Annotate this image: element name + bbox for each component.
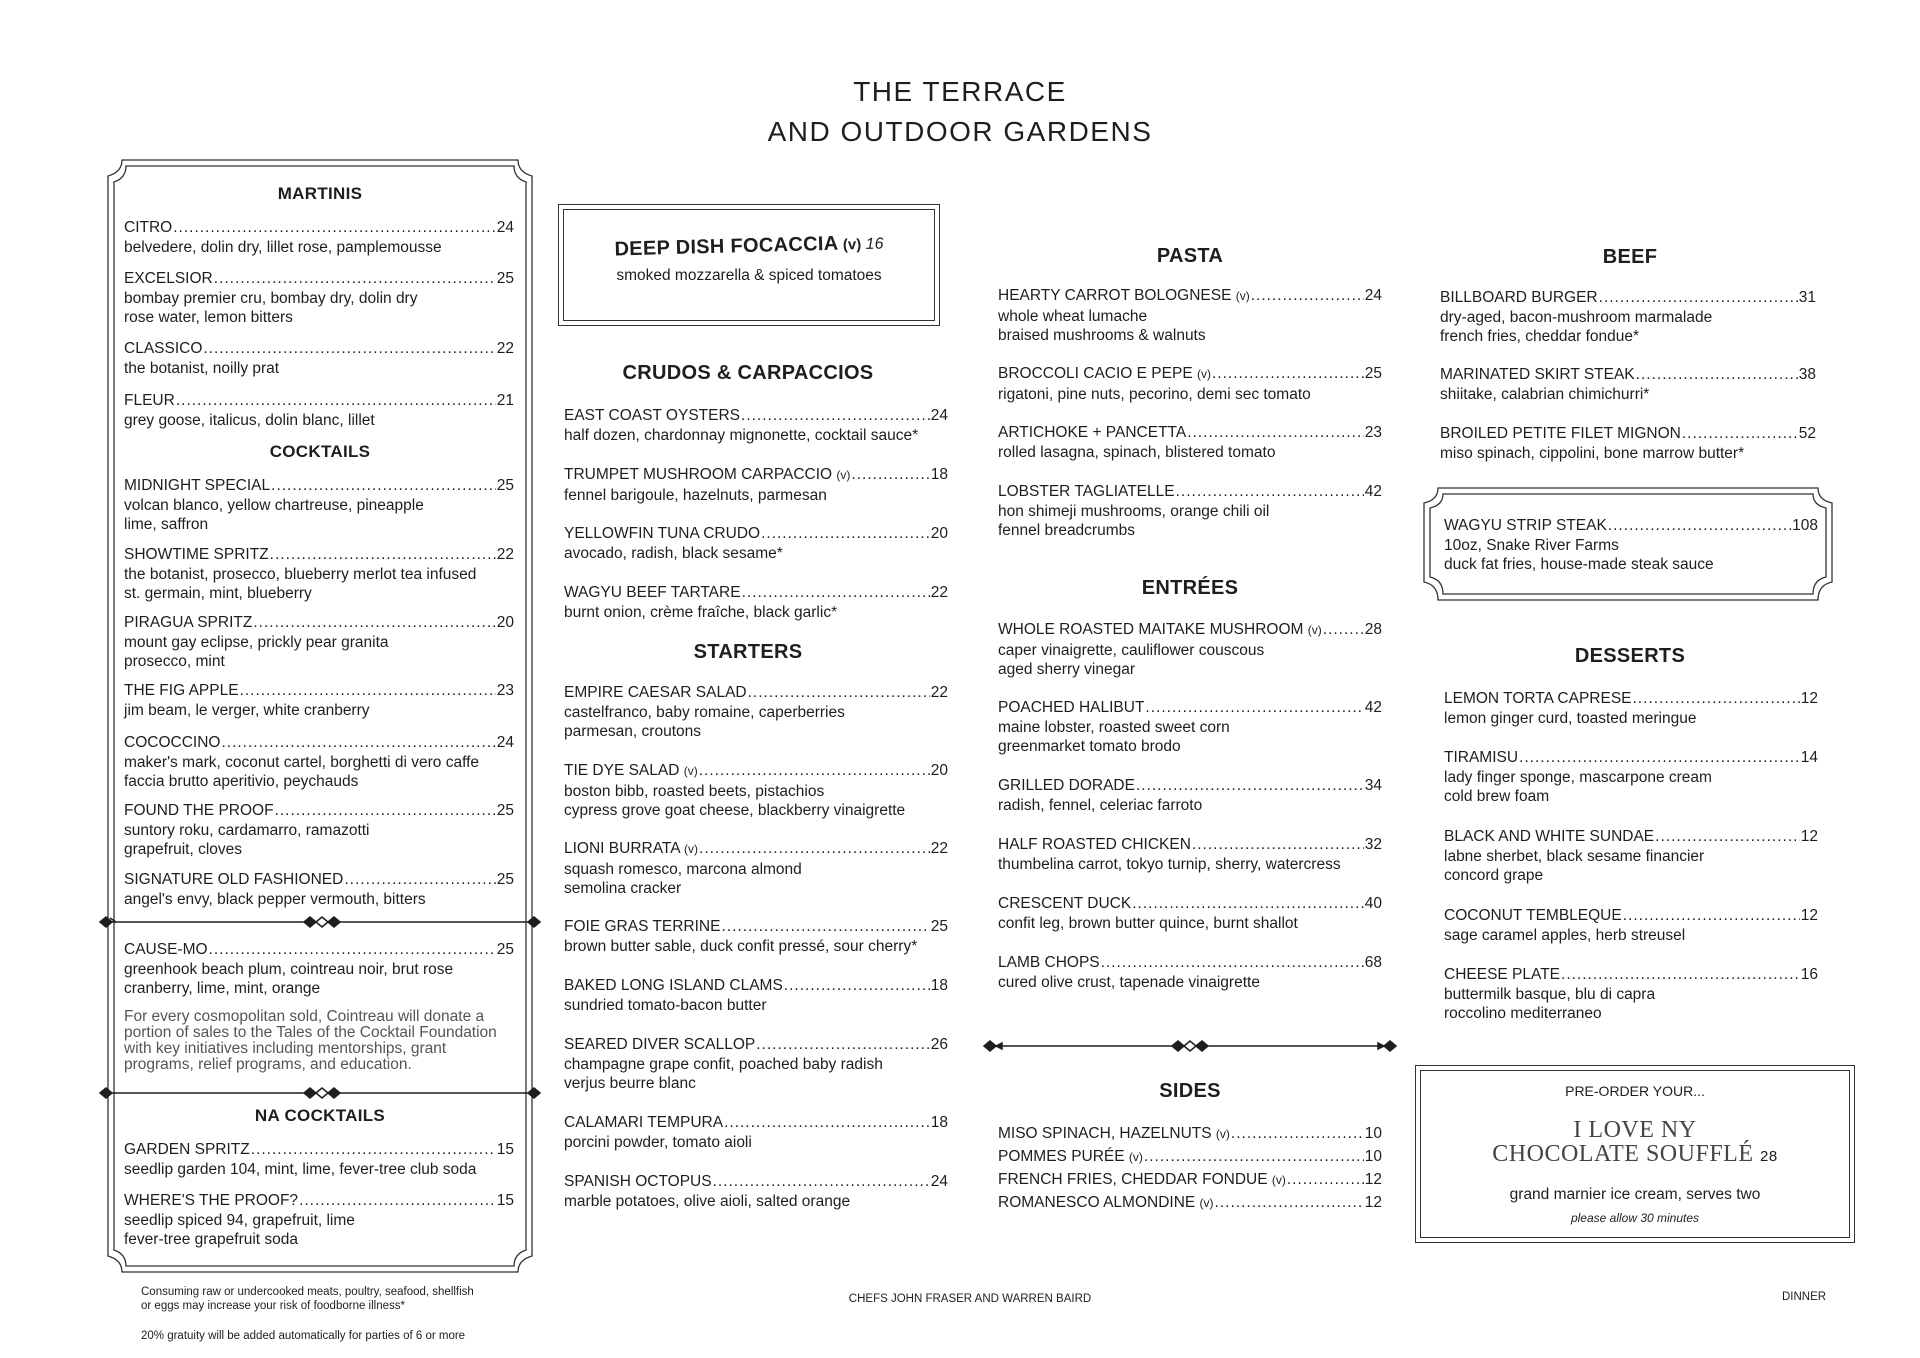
menu-title-line2: AND OUTDOOR GARDENS [767,116,1153,147]
menu-item: FOIE GRAS TERRINE ..... 25 brown butter sable, duck confit pressé, sour cherry* [564,917,948,956]
menu-item: BAKED LONG ISLAND CLAMS ..... 18 sundried tomato-bacon butter [564,976,948,1015]
menu-item: SHOWTIME SPRITZ ..... 22 the botanist, prosecco, blueberry merlot tea infused st. germain, mint, blueberry [124,545,514,604]
menu-item: ARTICHOKE + PANCETTA ..... 23 rolled lasagna, spinach, blistered tomato [998,423,1382,462]
menu-item: MARINATED SKIRT STEAK ..... 38 shiitake, calabrian chimichurri* [1440,365,1816,404]
souffle-note: please allow 30 minutes [1570,1211,1700,1225]
menu-item: FOUND THE PROOF ..... 25 suntory roku, cardamarro, ramazotti grapefruit, cloves [124,801,514,860]
souffle-box [1415,1065,1855,1243]
menu-title-line1: THE TERRACE [853,76,1067,107]
charity-note: For every cosmopolitan sold, Cointreau will donate a portion of sales to the Tales of the Cocktail Foundation with key initiatives including mentorships, grant programs, relief programs, and education. [124,1008,497,1073]
menu-item: COCONUT TEMBLEQUE ..... 12 sage caramel apples, herb streusel [1444,906,1818,945]
gratuity-note: 20% gratuity will be added automatically for parties of 6 or more [141,1330,466,1342]
menu-item: BILLBOARD BURGER ..... 31 dry-aged, bacon-mushroom marmalade french fries, cheddar fondue* [1440,288,1816,347]
section-title-na-cocktails: NA COCKTAILS [254,1106,386,1125]
health-warning: Consuming raw or undercooked meats, poultry, seafood, shellfish or eggs may increase your risk of foodborne illness* [141,1286,474,1312]
menu-item: SIGNATURE OLD FASHIONED ..... 25 angel's envy, black pepper vermouth, bitters [124,870,514,909]
menu-item: LEMON TORTA CAPRESE ..... 12 lemon ginger curd, toasted meringue [1444,689,1818,728]
meal-label: DINNER [1782,1291,1827,1303]
menu-item: POMMES PURÉE (v) ..... 10 [998,1147,1382,1168]
menu-item: CRESCENT DUCK ..... 40 confit leg, brown butter quince, burnt shallot [998,894,1382,933]
menu-item: FRENCH FRIES, CHEDDAR FONDUE (v) ..... 12 [998,1170,1382,1191]
focaccia-box [558,204,940,326]
menu-item-wagyu: WAGYU STRIP STEAK ..... 108 10oz, Snake River Farms duck fat fries, house-made steak sauce [1444,516,1818,575]
menu-item: CALAMARI TEMPURA ..... 18 porcini powder, tomato aioli [564,1113,948,1152]
section-title-beef: BEEF [1602,246,1658,268]
menu-item: WHERE'S THE PROOF? ..... 15 seedlip spiced 94, grapefruit, lime fever-tree grapefruit soda [124,1191,514,1250]
menu-item: ROMANESCO ALMONDINE (v) ..... 12 [998,1193,1382,1214]
menu-item: EXCELSIOR ..... 25 bombay premier cru, bombay dry, dolin dry rose water, lemon bitters [124,269,514,328]
souffle-title: I LOVE NY CHOCOLATE SOUFFLÉ 28 [1492,1117,1778,1167]
menu-item: COCOCCINO ..... 24 maker's mark, coconut cartel, borghetti di vero caffe faccia brutto aperitivio, peychauds [124,733,514,792]
menu-item: GRILLED DORADE ..... 34 radish, fennel, celeriac farroto [998,776,1382,815]
chefs-credit: CHEFS JOHN FRASER AND WARREN BAIRD [848,1293,1092,1305]
focaccia-title: DEEP DISH FOCACCIA (v) 16 [614,232,884,261]
menu-item: LIONI BURRATA (v) ..... 22 squash romesco, marcona almond semolina cracker [564,839,948,899]
menu-item: TIRAMISU ..... 14 lady finger sponge, mascarpone cream cold brew foam [1444,748,1818,807]
menu-item: SEARED DIVER SCALLOP ..... 26 champagne grape confit, poached baby radish verjus beurre blanc [564,1035,948,1094]
menu-item-cause-mo: CAUSE-MO ..... 25 greenhook beach plum, cointreau noir, brut rose cranberry, lime, mint, orange [124,940,514,999]
menu-item: FLEUR ..... 21 grey goose, italicus, dolin blanc, lillet [124,391,514,430]
menu-item: MISO SPINACH, HAZELNUTS (v) ..... 10 [998,1124,1382,1145]
menu-item: POACHED HALIBUT ..... 42 maine lobster, roasted sweet corn greenmarket tomato brodo [998,698,1382,757]
menu-item: HEARTY CARROT BOLOGNESE (v) ..... 24 whole wheat lumache braised mushrooms & walnuts [998,286,1382,346]
menu-item: YELLOWFIN TUNA CRUDO ..... 20 avocado, radish, black sesame* [564,524,948,563]
section-title-cocktails: COCKTAILS [269,442,371,461]
souffle-preorder: PRE-ORDER YOUR... [1565,1083,1705,1099]
focaccia-desc: smoked mozzarella & spiced tomatoes [616,267,882,284]
menu-title [0,72,1920,152]
menu-item: BROCCOLI CACIO E PEPE (v) ..... 25 rigatoni, pine nuts, pecorino, demi sec tomato [998,364,1382,404]
menu-item: EMPIRE CAESAR SALAD ..... 22 castelfranco, baby romaine, caperberries parmesan, croutons [564,683,948,742]
menu-item: CLASSICO ..... 22 the botanist, noilly prat [124,339,514,378]
section-title-crudos: CRUDOS & CARPACCIOS [622,362,874,384]
menu-item: LAMB CHOPS ..... 68 cured olive crust, tapenade vinaigrette [998,953,1382,992]
menu-item: GARDEN SPRITZ ..... 15 seedlip garden 104, mint, lime, fever-tree club soda [124,1140,514,1179]
menu-item: LOBSTER TAGLIATELLE ..... 42 hon shimeji mushrooms, orange chili oil fennel breadcrumbs [998,482,1382,541]
section-title-sides: SIDES [1159,1080,1221,1102]
menu-item: BROILED PETITE FILET MIGNON ..... 52 miso spinach, cippolini, bone marrow butter* [1440,424,1816,463]
menu-item: HALF ROASTED CHICKEN ..... 32 thumbelina carrot, tokyo turnip, sherry, watercress [998,835,1382,874]
menu-item: WHOLE ROASTED MAITAKE MUSHROOM (v) ..... 28 caper vinaigrette, cauliflower couscous aged sherry vinegar [998,620,1382,680]
menu-item: SPANISH OCTOPUS ..... 24 marble potatoes, olive aioli, salted orange [564,1172,948,1211]
menu-item: WAGYU BEEF TARTARE ..... 22 burnt onion, crème fraîche, black garlic* [564,583,948,622]
section-title-martinis: MARTINIS [277,184,363,203]
menu-item: BLACK AND WHITE SUNDAE ..... 12 labne sherbet, black sesame financier concord grape [1444,827,1818,886]
section-title-desserts: DESSERTS [1574,645,1686,667]
menu-item: CHEESE PLATE ..... 16 buttermilk basque, blu di capra roccolino mediterraneo [1444,965,1818,1024]
menu-item: TIE DYE SALAD (v) ..... 20 boston bibb, roasted beets, pistachios cypress grove goat cheese, blackberry vinaigrette [564,761,948,821]
section-title-starters: STARTERS [693,641,803,663]
menu-item: MIDNIGHT SPECIAL ..... 25 volcan blanco, yellow chartreuse, pineapple lime, saffron [124,476,514,535]
section-title-entrees: ENTRÉES [1141,577,1239,599]
menu-item: TRUMPET MUSHROOM CARPACCIO (v) ..... 18 fennel barigoule, hazelnuts, parmesan [564,465,948,505]
menu-item: PIRAGUA SPRITZ ..... 20 mount gay eclipse, prickly pear granita prosecco, mint [124,613,514,672]
menu-item: EAST COAST OYSTERS ..... 24 half dozen, chardonnay mignonette, cocktail sauce* [564,406,948,445]
souffle-desc: grand marnier ice cream, serves two [1509,1186,1761,1203]
section-title-pasta: PASTA [1156,245,1224,267]
menu-item: THE FIG APPLE ..... 23 jim beam, le verger, white cranberry [124,681,514,720]
menu-item: CITRO ..... 24 belvedere, dolin dry, lillet rose, pamplemousse [124,218,514,257]
